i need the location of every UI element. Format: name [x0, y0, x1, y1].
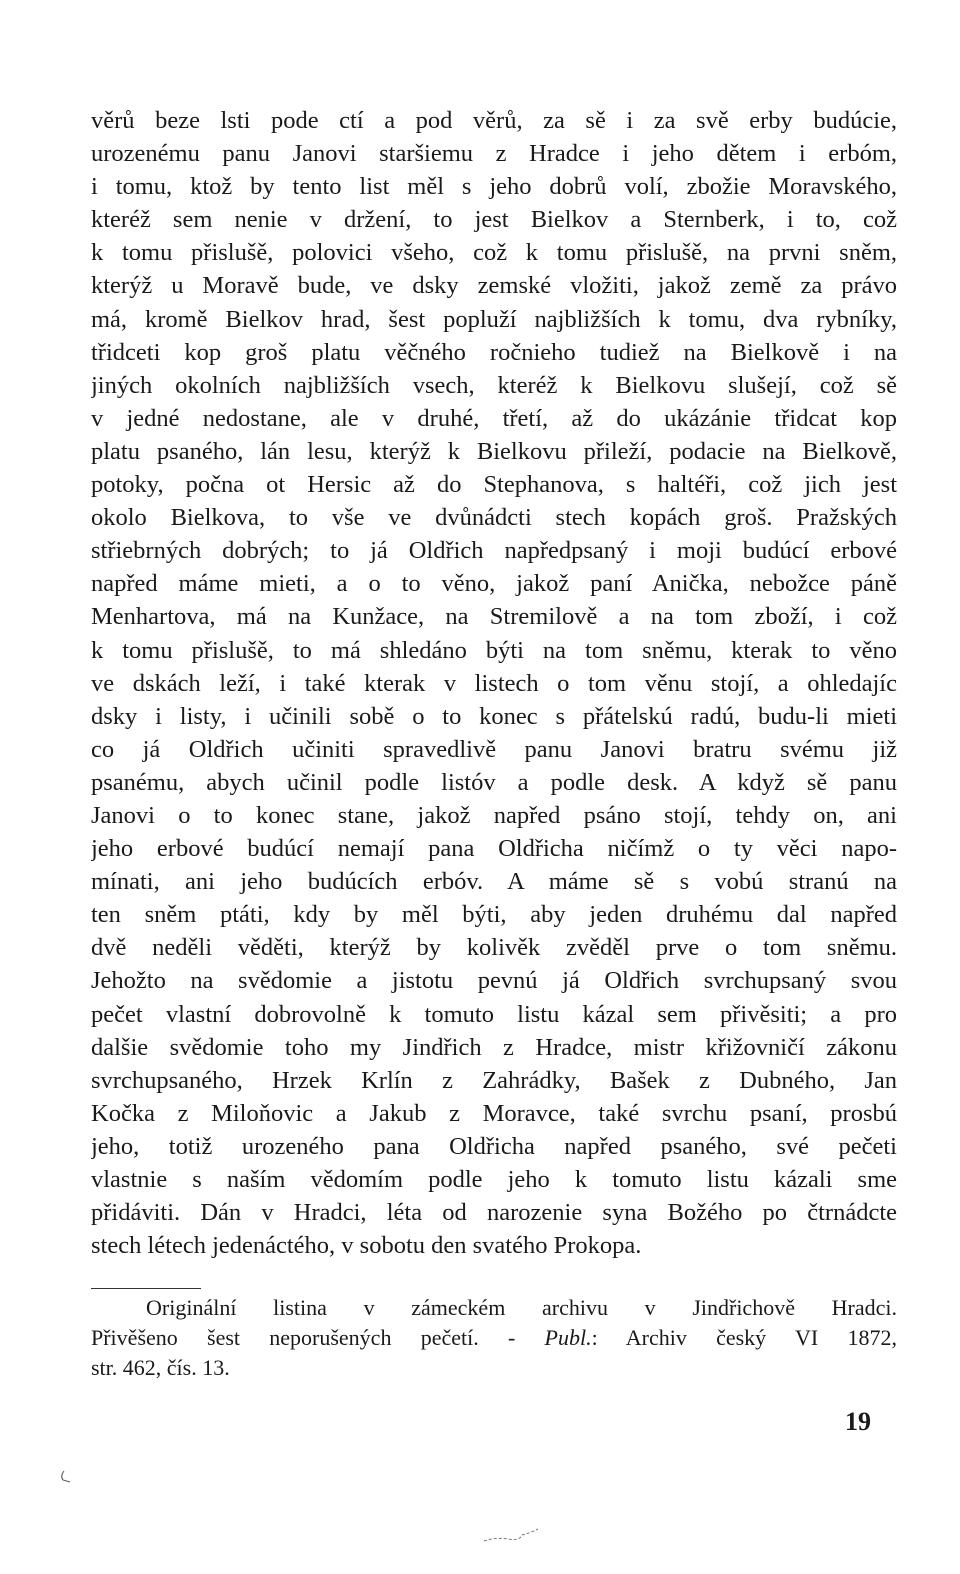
text-line: co já Oldřich učiniti spravedlivě panu Janovi bratru svému již [91, 735, 897, 763]
text-line: stech létech jedenáctého, v sobotu den svatého Prokopa. [91, 1232, 642, 1260]
footnote-line: str. 462, čís. 13. [91, 1355, 230, 1380]
footnote-line: Originální listina v zámeckém archivu v Jindřichově Hradci. [146, 1295, 897, 1320]
text-line: pečet vlastní dobrovolně k tomuto listu kázal sem přivěsiti; a pro [91, 1000, 897, 1028]
text-line: Kočka z Miloňovic a Jakub z Moravce, také svrchu psaní, prosbú [91, 1099, 897, 1127]
footnote-text: Přivěšeno šest neporušených pečetí. - [91, 1325, 545, 1350]
text-line: k tomu přislušě, polovici všeho, což k tomu přislušě, na prvni sněm, [91, 239, 897, 267]
footnote-text: : Archiv český VI 1872, [591, 1325, 897, 1350]
text-line: ve dskách leží, i také kterak v listech o tom věnu stojí, a ohledajíc [91, 669, 897, 697]
text-line: psanému, abych učinil podle listóv a podle desk. A když sě panu [91, 768, 897, 796]
text-line: má, kromě Bielkov hrad, šest popluží najbližších k tomu, dva rybníky, [91, 305, 897, 333]
text-line: svrchupsaného, Hrzek Krlín z Zahrádky, Bašek z Dubného, Jan [91, 1066, 897, 1094]
text-line: jeho erbové budúcí nemají pana Oldřicha ničímž o ty věci napo- [91, 835, 897, 863]
text-line: Jehožto na svědomie a jistotu pevnú já Oldřich svrchupsaný svou [91, 967, 897, 995]
text-line: třidceti kop groš platu věčného ročnieho tudiež na Bielkově i na [91, 338, 897, 366]
text-line: věrů beze lsti pode ctí a pod věrů, za sě i za svě erby budúcie, [91, 107, 897, 134]
text-line: dvě neděli věděti, kterýž by kolivěk zvěděl prve o tom sněmu. [91, 934, 897, 962]
text-line: v jedné nedostane, ale v druhé, třetí, až do ukázánie třidcat kop [91, 404, 897, 432]
text-line: dsky i listy, i učinili sobě o to konec s přátelskú radú, budu-li mieti [91, 702, 897, 730]
text-line: Janovi o to konec stane, jakož napřed psáno stojí, tehdy on, ani [91, 801, 897, 829]
text-line: napřed máme mieti, a o to věno, jakož paní Anička, nebožce páně [91, 570, 897, 598]
text-line: okolo Bielkova, to vše ve dvůnádcti stech kopách groš. Pražských [91, 504, 897, 532]
text-line: přidáviti. Dán v Hradci, léta od narozenie syna Božého po čtrnádcte [91, 1199, 897, 1227]
page-number: 19 [845, 1407, 871, 1436]
text-line: dalšie svědomie toho my Jindřich z Hradce, mistr křižovničí zákonu [91, 1033, 897, 1061]
footnote-abbreviation: Publ. [544, 1325, 592, 1350]
text-line: kteréž sem nenie v držení, to jest Bielkov a Sternberk, i to, což [91, 206, 897, 234]
footnote [91, 1293, 897, 1383]
text-line: Menhartova, má na Kunžace, na Stremilově a na tom zboží, i což [91, 603, 897, 631]
text-line: kterýž u Moravě bude, ve dsky zemské vložiti, jakož země za právo [91, 272, 897, 300]
text-line: jiných okolních najbližších vsech, kteréž k Bielkovu slušejí, což sě [91, 371, 897, 399]
text-line: urozenému panu Janovi staršiemu z Hradce i jeho dětem i erbóm, [91, 140, 897, 168]
text-line: k tomu přislušě, to má shledáno býti na tom sněmu, kterak to věno [91, 636, 897, 664]
text-line: mínati, ani jeho budúcích erbóv. A máme sě s vobú stranú na [91, 868, 897, 896]
text-line: potoky, počna ot Hersic až do Stephanova, s haltéři, což jich jest [91, 471, 897, 499]
text-line: střiebrných dobrých; to já Oldřich napředpsaný i moji budúcí erbové [91, 537, 897, 565]
text-line: platu psaného, lán lesu, kterýž k Bielkovu přileží, podacie na Bielkově, [91, 437, 897, 465]
text-line: vlastnie s naším vědomím podle jeho k tomuto listu kázali sme [91, 1166, 897, 1193]
main-text [91, 104, 897, 1262]
scan-mark [482, 1525, 542, 1545]
text-line: jeho, totiž urozeného pana Oldřicha napřed psaného, své pečeti [91, 1132, 897, 1160]
footnote-divider [91, 1288, 201, 1289]
text-line: i tomu, ktož by tento list měl s jeho dobrů volí, zbožie Moravského, [91, 173, 897, 201]
footnote-line [91, 1323, 897, 1353]
scan-mark [58, 1470, 72, 1484]
text-line: ten sněm ptáti, kdy by měl býti, aby jeden druhému dal napřed [91, 901, 897, 929]
